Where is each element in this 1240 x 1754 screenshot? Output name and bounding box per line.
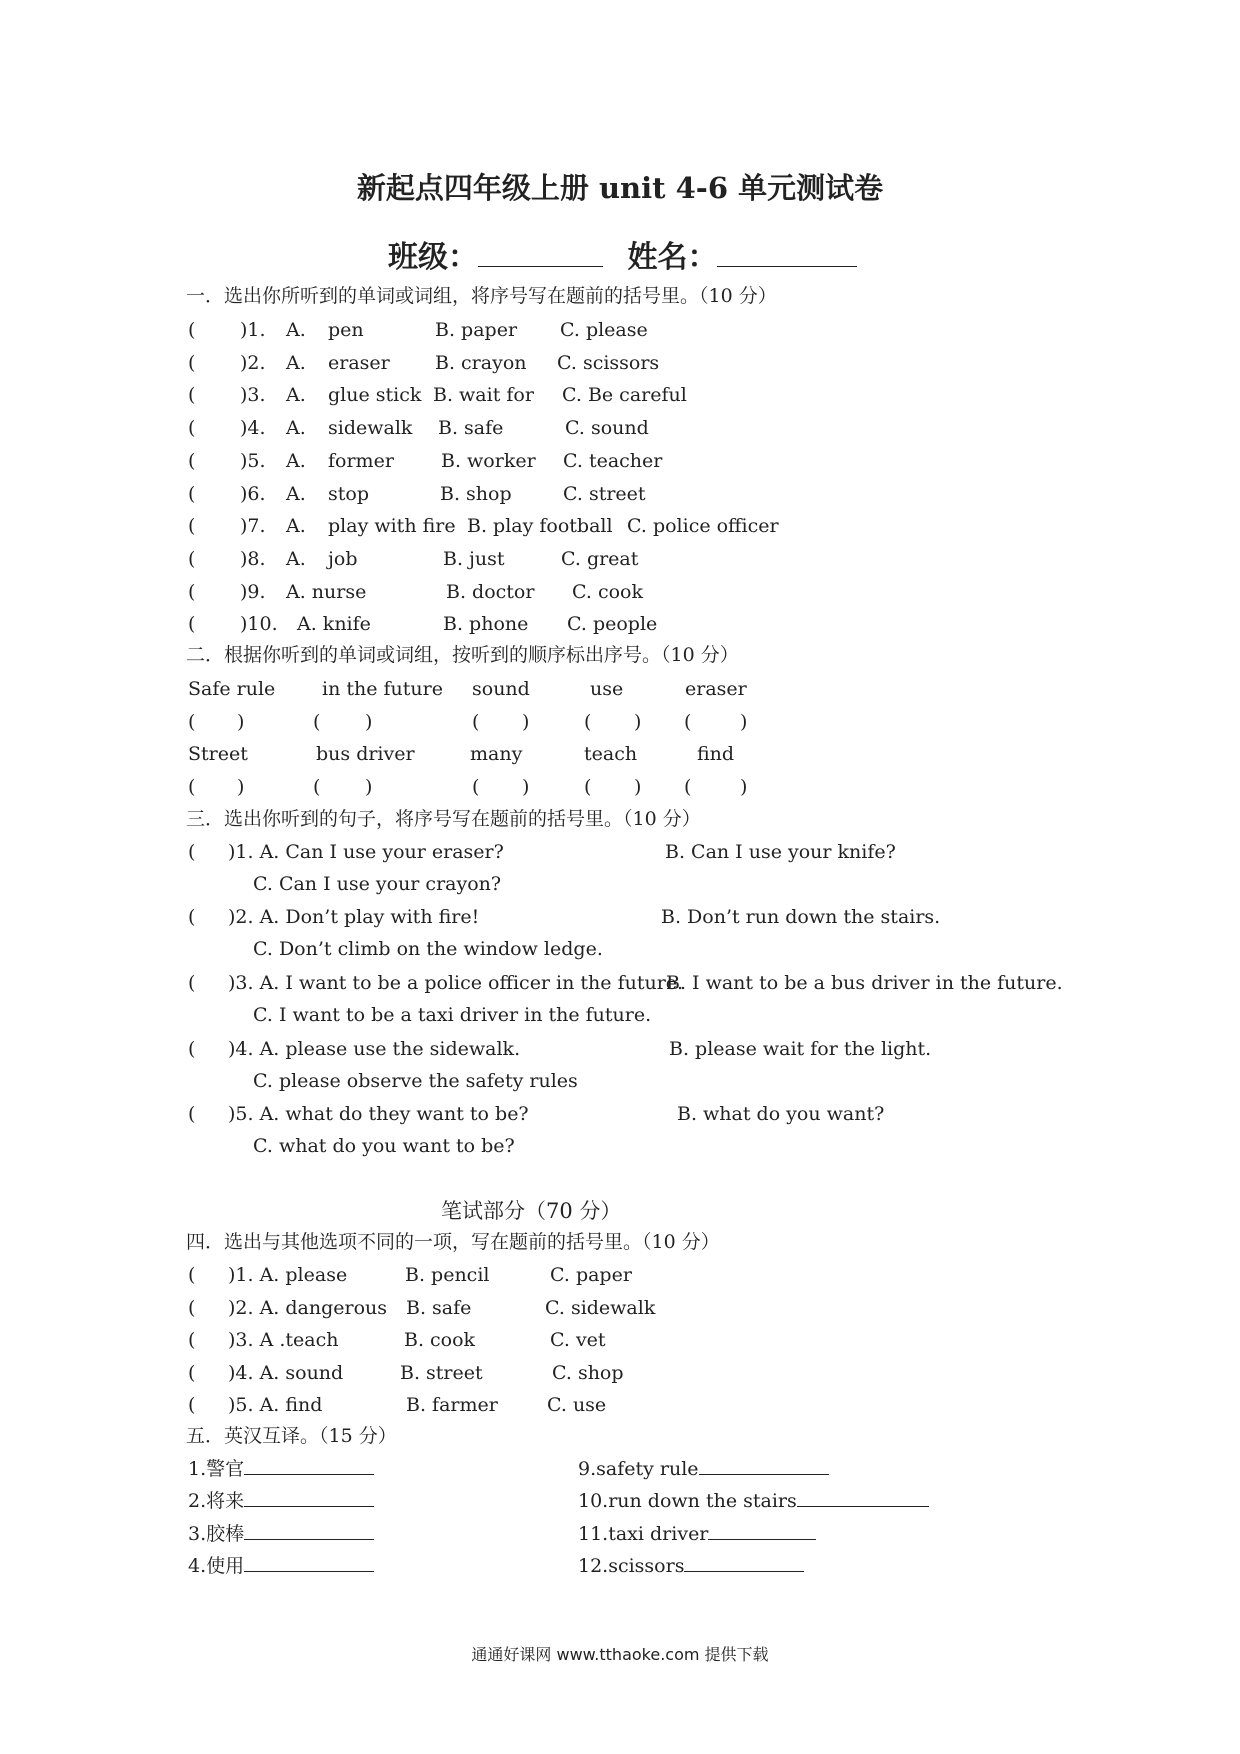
word-item: Safe rule xyxy=(188,678,276,700)
answer-blank[interactable] xyxy=(684,1557,804,1572)
answer-paren-open[interactable]: ( xyxy=(188,613,196,635)
option-c: C. use xyxy=(547,1394,607,1416)
option-a-text: former xyxy=(328,450,394,472)
answer-paren-open[interactable]: ( xyxy=(313,711,321,733)
answer-paren-open[interactable]: ( xyxy=(188,515,196,537)
option-a: A. knife xyxy=(297,613,371,635)
answer-paren-open[interactable]: ( xyxy=(188,1038,196,1060)
answer-paren-open[interactable]: ( xyxy=(188,483,196,505)
translation-prompt: 10.run down the stairs xyxy=(578,1490,797,1512)
translation-item xyxy=(578,1492,929,1511)
option-b: B. phone xyxy=(443,613,529,635)
answer-paren-open[interactable]: ( xyxy=(188,711,196,733)
sentence-option-c: C. Don’t climb on the window ledge. xyxy=(253,938,603,960)
translation-prompt: 3.胶棒 xyxy=(188,1523,245,1545)
translation-prompt: 12.scissors xyxy=(578,1555,685,1577)
answer-blank[interactable] xyxy=(699,1460,829,1475)
answer-paren-open[interactable]: ( xyxy=(188,1264,196,1286)
answer-paren-open[interactable]: ( xyxy=(188,450,196,472)
item-number: )9. xyxy=(240,581,266,603)
answer-paren-close: ) xyxy=(237,776,245,798)
answer-paren-close: ) xyxy=(522,711,530,733)
option-c: C. people xyxy=(567,613,658,635)
option-a: )1. A. please xyxy=(228,1264,348,1286)
sentence-option-b: B. Can I use your knife? xyxy=(665,841,896,863)
translation-item xyxy=(188,1525,374,1544)
option-b: B. play football xyxy=(467,515,613,537)
word-item: eraser xyxy=(685,678,747,700)
answer-paren-close: ) xyxy=(740,776,748,798)
answer-paren-close: ) xyxy=(740,711,748,733)
option-a-letter: A. xyxy=(286,515,306,537)
option-a: )5. A. find xyxy=(228,1394,323,1416)
option-a-text: pen xyxy=(328,319,364,341)
option-a-letter: A. xyxy=(286,450,306,472)
section-1-heading: 一．选出你所听到的单词或词组，将序号写在题前的括号里。（10 分） xyxy=(186,285,777,307)
written-section-title: 笔试部分（70 分） xyxy=(441,1199,622,1223)
word-item: Street xyxy=(188,743,248,765)
option-a-letter: A. xyxy=(286,319,306,341)
name-blank[interactable] xyxy=(717,240,857,267)
option-b: B. street xyxy=(400,1362,483,1384)
option-a-text: sidewalk xyxy=(328,417,413,439)
footer-source: 通通好课网 www.tthaoke.com 提供下载 xyxy=(471,1645,769,1664)
translation-item xyxy=(188,1492,374,1511)
answer-paren-open[interactable]: ( xyxy=(472,776,480,798)
option-a-text: eraser xyxy=(328,352,390,374)
option-c: C. sidewalk xyxy=(545,1297,656,1319)
answer-paren-open[interactable]: ( xyxy=(188,1329,196,1351)
section-3-heading: 三．选出你听到的句子，将序号写在题前的括号里。（10 分） xyxy=(186,808,701,830)
option-a-letter: A. xyxy=(286,483,306,505)
sentence-option-c: C. Can I use your crayon? xyxy=(253,873,502,895)
option-c: C. police officer xyxy=(627,515,779,537)
answer-paren-open[interactable]: ( xyxy=(188,319,196,341)
translation-prompt: 9.safety rule xyxy=(578,1458,699,1480)
item-number: )8. xyxy=(240,548,266,570)
answer-paren-open[interactable]: ( xyxy=(188,581,196,603)
item-number: )5. xyxy=(240,450,266,472)
translation-item xyxy=(188,1557,374,1576)
option-b: B. farmer xyxy=(406,1394,498,1416)
answer-paren-open[interactable]: ( xyxy=(188,352,196,374)
page-title: 新起点四年级上册 unit 4-6 单元测试卷 xyxy=(356,171,884,205)
option-a: )2. A. dangerous xyxy=(228,1297,388,1319)
sentence-option-b: B. Don’t run down the stairs. xyxy=(661,906,941,928)
item-number: )6. xyxy=(240,483,266,505)
sentence-option-a: )3. A. I want to be a police officer in the future. xyxy=(228,972,684,994)
option-a-letter: A. xyxy=(286,548,306,570)
answer-paren-close: ) xyxy=(634,776,642,798)
answer-paren-open[interactable]: ( xyxy=(188,548,196,570)
answer-paren-open[interactable]: ( xyxy=(188,776,196,798)
option-b: B. worker xyxy=(441,450,536,472)
word-item: sound xyxy=(472,678,530,700)
answer-paren-open[interactable]: ( xyxy=(584,711,592,733)
option-c: C. please xyxy=(560,319,648,341)
sentence-option-c: C. I want to be a taxi driver in the future. xyxy=(253,1004,652,1026)
item-number: )2. xyxy=(240,352,266,374)
item-number: )7. xyxy=(240,515,266,537)
sentence-option-a: )2. A. Don’t play with fire! xyxy=(228,906,480,928)
answer-paren-open[interactable]: ( xyxy=(472,711,480,733)
sentence-option-b: B. I want to be a bus driver in the future. xyxy=(666,972,1063,994)
answer-blank[interactable] xyxy=(708,1525,816,1540)
translation-item xyxy=(578,1525,816,1544)
answer-paren-close: ) xyxy=(365,776,373,798)
option-b: B. doctor xyxy=(446,581,535,603)
translation-prompt: 4.使用 xyxy=(188,1555,245,1577)
word-item: use xyxy=(590,678,624,700)
option-c: C. cook xyxy=(572,581,643,603)
sentence-option-b: B. please wait for the light. xyxy=(669,1038,932,1060)
class-blank[interactable] xyxy=(478,240,603,267)
answer-blank[interactable] xyxy=(797,1492,929,1507)
section-4-heading: 四．选出与其他选项不同的一项，写在题前的括号里。（10 分） xyxy=(186,1231,720,1253)
translation-item xyxy=(578,1557,804,1576)
option-a-text: job xyxy=(328,548,358,570)
section-2-heading: 二．根据你听到的单词或词组，按听到的顺序标出序号。（10 分） xyxy=(186,644,739,666)
answer-paren-close: ) xyxy=(634,711,642,733)
option-a: )4. A. sound xyxy=(228,1362,344,1384)
sentence-option-b: B. what do you want? xyxy=(677,1103,885,1125)
item-number: )3. xyxy=(240,384,266,406)
translation-prompt: 1.警官 xyxy=(188,1458,245,1480)
item-number: )10. xyxy=(240,613,278,635)
option-b: B. crayon xyxy=(435,352,527,374)
answer-blank[interactable] xyxy=(244,1460,374,1475)
translation-item xyxy=(578,1460,829,1479)
option-c: C. vet xyxy=(550,1329,606,1351)
answer-paren-close: ) xyxy=(522,776,530,798)
sentence-option-a: )1. A. Can I use your eraser? xyxy=(228,841,504,863)
option-c: C. Be careful xyxy=(562,384,687,406)
answer-paren-open[interactable]: ( xyxy=(188,1297,196,1319)
answer-paren-open[interactable]: ( xyxy=(188,972,196,994)
answer-paren-open[interactable]: ( xyxy=(188,906,196,928)
answer-paren-open[interactable]: ( xyxy=(188,384,196,406)
answer-paren-close: ) xyxy=(365,711,373,733)
answer-paren-open[interactable]: ( xyxy=(584,776,592,798)
option-a-letter: A. xyxy=(286,352,306,374)
option-b: B. cook xyxy=(404,1329,476,1351)
option-b: B. shop xyxy=(440,483,512,505)
answer-blank[interactable] xyxy=(244,1557,374,1572)
option-b: B. pencil xyxy=(405,1264,490,1286)
option-a-letter: A. xyxy=(286,384,306,406)
option-c: C. shop xyxy=(552,1362,624,1384)
option-c: C. scissors xyxy=(557,352,660,374)
option-b: B. paper xyxy=(435,319,518,341)
option-a: A. nurse xyxy=(286,581,367,603)
word-item: find xyxy=(697,743,735,765)
option-c: C. paper xyxy=(550,1264,632,1286)
answer-paren-open[interactable]: ( xyxy=(684,776,692,798)
name-label: 姓名： xyxy=(627,240,718,275)
answer-paren-open[interactable]: ( xyxy=(188,417,196,439)
item-number: )1. xyxy=(240,319,266,341)
word-item: bus driver xyxy=(316,743,415,765)
section-5-heading: 五．英汉互译。（15 分） xyxy=(186,1425,397,1447)
answer-blank[interactable] xyxy=(244,1525,374,1540)
class-label: 班级： xyxy=(388,240,478,275)
option-c: C. great xyxy=(561,548,639,570)
item-number: )4. xyxy=(240,417,266,439)
option-a-text: glue stick xyxy=(328,384,422,406)
option-a: )3. A .teach xyxy=(228,1329,339,1351)
option-b: B. wait for xyxy=(433,384,534,406)
option-c: C. sound xyxy=(565,417,649,439)
sentence-option-c: C. please observe the safety rules xyxy=(253,1070,578,1092)
answer-paren-open[interactable]: ( xyxy=(313,776,321,798)
answer-paren-open[interactable]: ( xyxy=(684,711,692,733)
answer-paren-open[interactable]: ( xyxy=(188,1394,196,1416)
translation-prompt: 11.taxi driver xyxy=(578,1523,709,1545)
sentence-option-c: C. what do you want to be? xyxy=(253,1135,515,1157)
word-item: teach xyxy=(584,743,638,765)
sentence-option-a: )5. A. what do they want to be? xyxy=(228,1103,529,1125)
option-c: C. street xyxy=(563,483,646,505)
answer-paren-open[interactable]: ( xyxy=(188,1362,196,1384)
option-b: B. safe xyxy=(438,417,504,439)
word-item: in the future xyxy=(322,678,443,700)
option-a-text: stop xyxy=(328,483,369,505)
option-a-text: play with fire xyxy=(328,515,456,537)
translation-prompt: 2.将来 xyxy=(188,1490,245,1512)
option-c: C. teacher xyxy=(563,450,663,472)
translation-item xyxy=(188,1460,374,1479)
answer-paren-open[interactable]: ( xyxy=(188,841,196,863)
answer-blank[interactable] xyxy=(244,1492,374,1507)
option-b: B. safe xyxy=(406,1297,472,1319)
answer-paren-open[interactable]: ( xyxy=(188,1103,196,1125)
option-b: B. just xyxy=(443,548,505,570)
word-item: many xyxy=(470,743,523,765)
sentence-option-a: )4. A. please use the sidewalk. xyxy=(228,1038,521,1060)
option-a-letter: A. xyxy=(286,417,306,439)
student-info xyxy=(388,232,857,276)
answer-paren-close: ) xyxy=(237,711,245,733)
